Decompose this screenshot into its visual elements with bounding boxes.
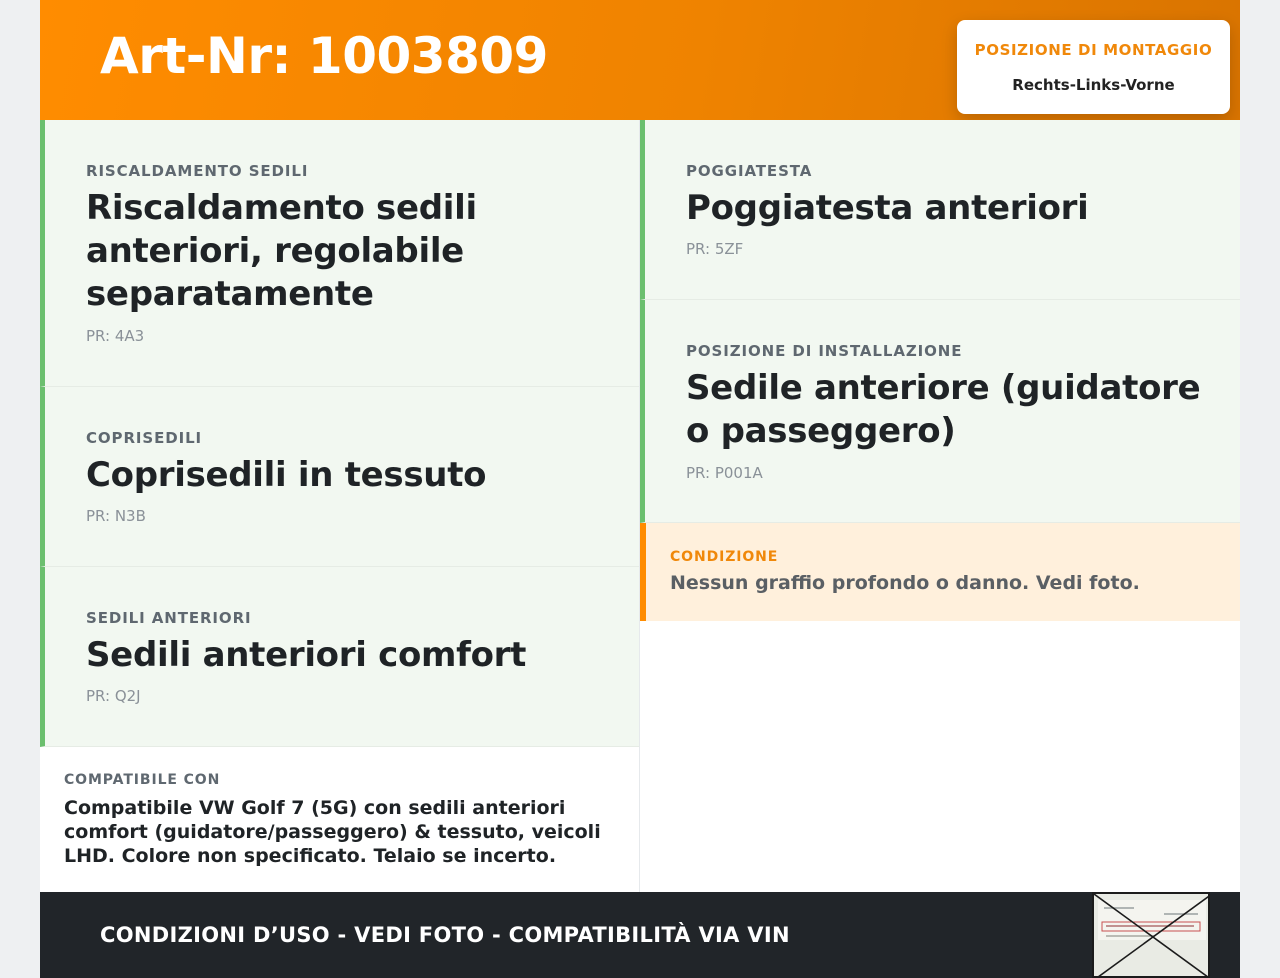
- spec-block-seat-covers: [40, 387, 639, 567]
- spec-block-install-position: [640, 300, 1240, 523]
- spec-block-headrest: [640, 120, 1240, 300]
- mounting-position-label: POSIZIONE DI MONTAGGIO: [974, 41, 1213, 59]
- spec-block-seat-heating: [40, 120, 639, 387]
- spec-block-front-seats: [40, 567, 639, 747]
- spec-title: Sedili anteriori comfort: [86, 635, 527, 675]
- spec-pr-code: PR: P001A: [686, 464, 763, 482]
- spec-label: RISCALDAMENTO SEDILI: [86, 162, 309, 180]
- spec-label: COPRISEDILI: [86, 429, 203, 447]
- label-photo-image: [1094, 894, 1210, 978]
- spec-label: POSIZIONE DI INSTALLAZIONE: [686, 342, 963, 360]
- condition-label: CONDIZIONE: [670, 549, 779, 565]
- spec-pr-code: PR: N3B: [86, 507, 146, 525]
- part-label-photo-thumbnail[interactable]: [1092, 892, 1210, 978]
- spec-pr-code: PR: 5ZF: [686, 240, 744, 258]
- footer-text: CONDIZIONI D’USO - VEDI FOTO - COMPATIBILITÀ VIA VIN: [100, 923, 790, 947]
- spec-title: Riscaldamento sedili anteriori, regolabile separatamente: [86, 188, 477, 314]
- condition-box: [640, 523, 1240, 621]
- spec-label: POGGIATESTA: [686, 162, 813, 180]
- mounting-position-value: Rechts-Links-Vorne: [1012, 76, 1175, 94]
- article-number-title: Art-Nr: 1003809: [100, 27, 548, 85]
- compatible-label: COMPATIBILE CON: [64, 772, 221, 788]
- spec-pr-code: PR: 4A3: [86, 327, 145, 345]
- footer: [40, 892, 1240, 978]
- spec-title: Sedile anteriore (guidatore o passeggero): [686, 368, 1201, 451]
- column-divider: [639, 120, 640, 892]
- product-sheet: [40, 0, 1240, 978]
- spec-pr-code: PR: Q2J: [86, 687, 141, 705]
- spec-label: SEDILI ANTERIORI: [86, 609, 252, 627]
- spec-title: Poggiatesta anteriori: [686, 188, 1089, 228]
- condition-text: Nessun graffio profondo o danno. Vedi foto.: [670, 572, 1140, 594]
- compatible-text: Compatibile VW Golf 7 (5G) con sedili anteriori comfort (guidatore/passeggero) & tessuto, veicoli LHD. Colore non specificato. Telaio se incerto.: [64, 797, 601, 867]
- header: [40, 0, 1240, 120]
- spec-title: Coprisedili in tessuto: [86, 455, 487, 495]
- mounting-position-card: [957, 20, 1230, 114]
